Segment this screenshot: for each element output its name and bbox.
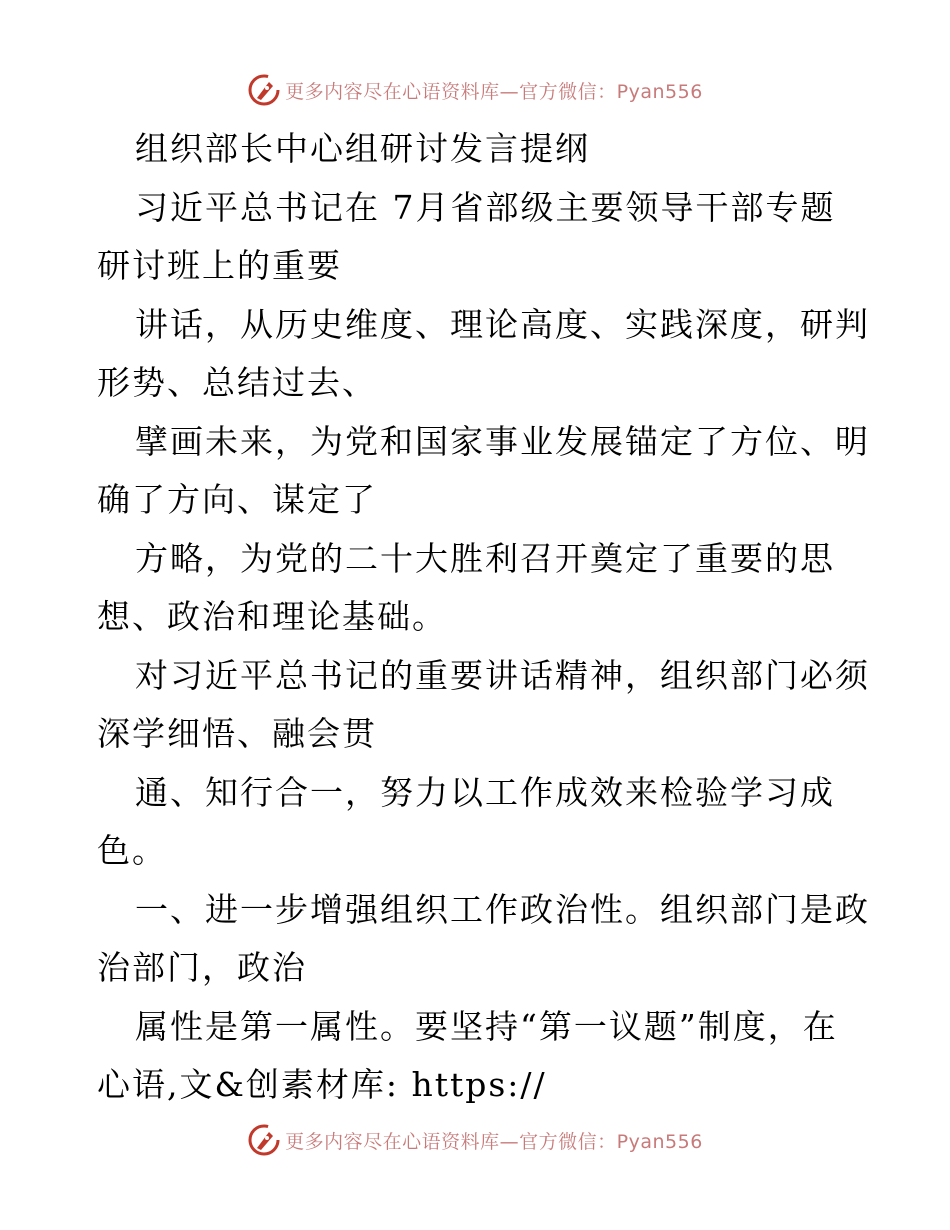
watermark-group [247,1123,703,1157]
document-body [97,120,870,1115]
paragraph-line: 想、政治和理论基础。 [97,597,447,636]
document-title: 组织部长中心组研讨发言提纲 [135,129,590,168]
watermark-text: 更多内容尽在心语资料库—官方微信：Pyan556 [285,80,703,103]
paragraph-line: 对习近平总书记的重要讲话精神，组织部门必须 [135,655,870,695]
header-watermark-banner [0,70,950,110]
paragraph-line: 讲话，从历史维度、理论高度、实践深度，研判 [135,304,870,344]
paragraph-line: 心语,文&创素材库: https:// [97,1065,547,1104]
watermark-text: 更多内容尽在心语资料库—官方微信：Pyan556 [285,1130,703,1153]
watermark-group [247,73,703,107]
paragraph-line: 属性是第一属性。要坚持“第一议题”制度，在 [135,1006,838,1046]
pen-nib-logo-icon [247,73,281,107]
section-heading-line: 一、进一步增强组织工作政治性。组织部门是政 [135,889,870,929]
paragraph-line: 擘画未来，为党和国家事业发展锚定了方位、明 [135,421,870,461]
paragraph-line: 形势、总结过去、 [97,363,377,402]
paragraph-line: 习近平总书记在 7月省部级主要领导干部专题 [135,187,836,227]
paragraph-line: 治部门，政治 [97,948,307,987]
paragraph-line: 深学细悟、融会贯 [97,714,377,753]
paragraph-line: 研讨班上的重要 [97,246,342,285]
paragraph-line: 通、知行合一，努力以工作成效来检验学习成 [135,772,835,812]
pen-nib-logo-icon [247,1123,281,1157]
paragraph-line: 方略，为党的二十大胜利召开奠定了重要的思 [135,538,835,578]
footer-watermark-banner [0,1120,950,1160]
paragraph-line: 色。 [97,831,167,870]
paragraph-line: 确了方向、谋定了 [97,480,377,519]
